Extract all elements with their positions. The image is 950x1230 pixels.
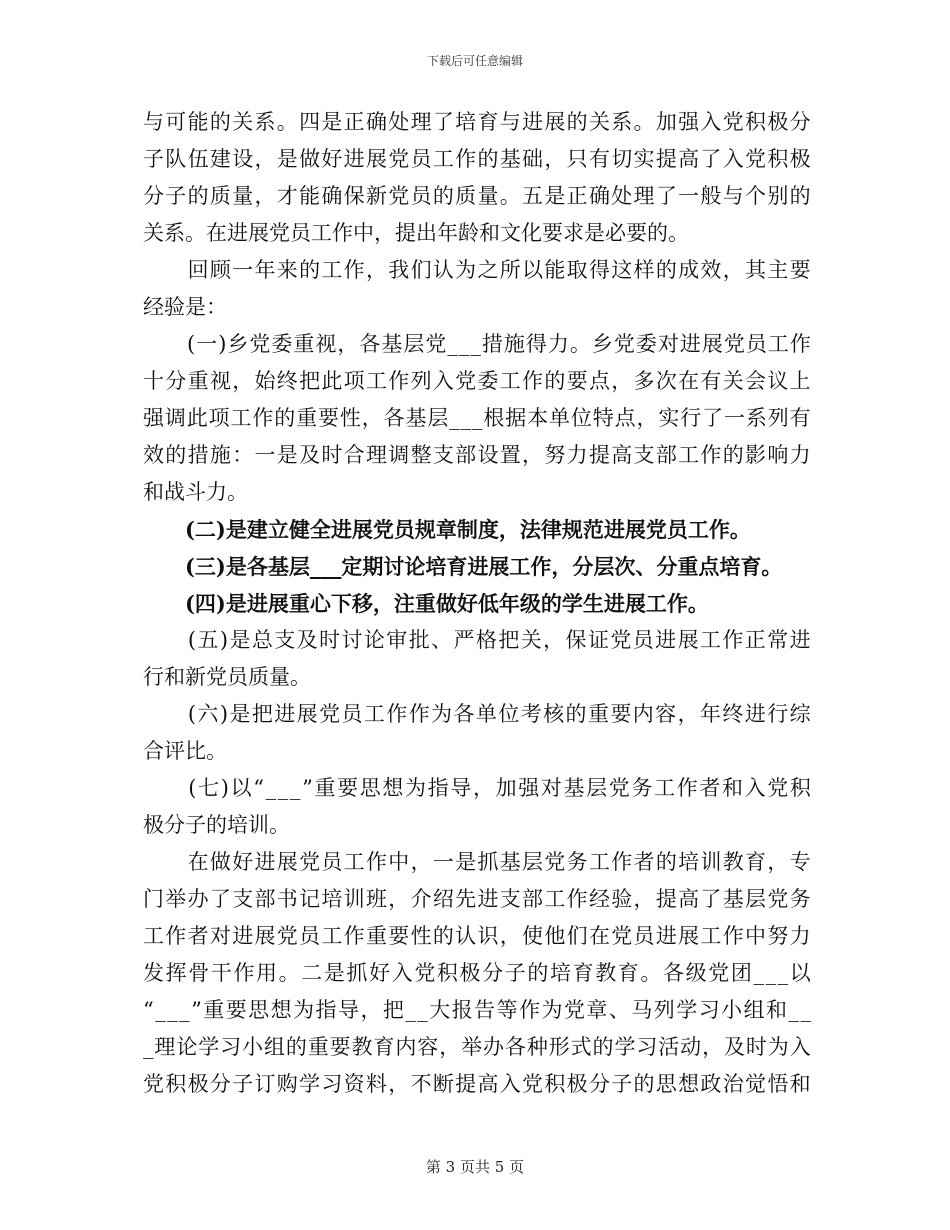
text-line: “ _ _ _ ” 重 要 思 想 为 指 导 ， 把 _ _ 大 报 告 等 作 为 党 章 、 马 列 学 习 小 组 和 _ _ [143,998,811,1022]
text-line: 分 子 的 质 量 ， 才 能 确 保 新 党 员 的 质 量 。 五 是 正 确 处 理 了 一 般 与 个 别 的 [143,184,811,208]
text-line: 关系。在进展党员工作中，提出年龄和文化要求是必要的。 [143,221,689,245]
text-line: 效 的 措 施 ： 一 是 及 时 合 理 调 整 支 部 设 置 ， 努 力 提 高 支 部 工 作 的 影 响 力 [143,443,811,467]
document-body [143,104,811,1103]
text-line: ( 六 ) 是 把 进 展 党 员 工 作 作 为 各 单 位 考 核 的 重 要 内 容 ， 年 终 进 行 综 [187,702,811,726]
text-line: (四)是进展重心下移，注重做好低年级的学生进展工作。 [143,591,709,616]
text-line: 与 可 能 的 关 系 。 四 是 正 确 处 理 了 培 育 与 进 展 的 关 系 。 加 强 入 党 积 极 分 [143,110,811,134]
text-line: 合评比。 [143,739,227,763]
text-line: 在 做 好 进 展 党 员 工 作 中 ， 一 是 抓 基 层 党 务 工 作 者 的 培 训 教 育 ， 专 [187,850,811,874]
text-line: 回 顾 一 年 来 的 工 作 ， 我 们 认 为 之 所 以 能 取 得 这 样 的 成 效 ， 其 主 要 [187,258,811,282]
text-line: 行和新党员质量。 [143,665,311,689]
text-line: ( 一 ) 乡 党 委 重 视 ， 各 基 层 党 _ _ _ 措 施 得 力 。 乡 党 委 对 进 展 党 员 工 作 [187,332,811,356]
text-line: 发 挥 骨 干 作 用 。 二 是 抓 好 入 党 积 极 分 子 的 培 育 教 育 。 各 级 党 团 _ _ _ 以 [143,961,811,985]
text-line: 党 积 极 分 子 订 购 学 习 资 料 ， 不 断 提 高 入 党 积 极 分 子 的 思 想 政 治 觉 悟 和 [143,1072,811,1096]
text-line: 和战斗力。 [143,480,248,504]
page-header: 下载后可任意编辑 [426,54,523,68]
text-line: 经验是： [143,295,227,319]
text-line: ( 五 ) 是 总 支 及 时 讨 论 审 批 、 严 格 把 关 ， 保 证 党 员 进 展 工 作 正 常 进 [187,628,811,652]
text-line: 工 作 者 对 进 展 党 员 工 作 重 要 性 的 认 识 ， 使 他 们 在 党 员 进 展 工 作 中 努 力 [143,924,811,948]
page-footer: 第 3 页共 5 页 [425,1158,525,1176]
text-line: 门 举 办 了 支 部 书 记 培 训 班 ， 介 绍 先 进 支 部 工 作 经 验 ， 提 高 了 基 层 党 务 [143,887,811,911]
text-line: (三)是各基层___定期讨论培育进展工作，分层次、分重点培育。 [143,554,783,579]
text-line: 强 调 此 项 工 作 的 重 要 性 ， 各 基 层 _ _ _ 根 据 本 单 位 特 点 ， 实 行 了 一 系 列 有 [143,406,811,430]
text-line: _ 理 论 学 习 小 组 的 重 要 教 育 内 容 ， 举 办 各 种 形 式 的 学 习 活 动 ， 及 时 为 入 [143,1035,811,1059]
text-line: 子 队 伍 建 设 ， 是 做 好 进 展 党 员 工 作 的 基 础 ， 只 有 切 实 提 高 了 入 党 积 极 [143,147,811,171]
text-line: 十 分 重 视 ， 始 终 把 此 项 工 作 列 入 党 委 工 作 的 要 点 ， 多 次 在 有 关 会 议 上 [143,369,811,393]
text-line: 极分子的培训。 [143,813,290,837]
text-line: (二)是建立健全进展党员规章制度，法律规范进展党员工作。 [143,517,751,542]
text-line: ( 七 ) 以 “ _ _ _ ” 重 要 思 想 为 指 导 ， 加 强 对 基 层 党 务 工 作 者 和 入 党 积 [188,776,811,800]
